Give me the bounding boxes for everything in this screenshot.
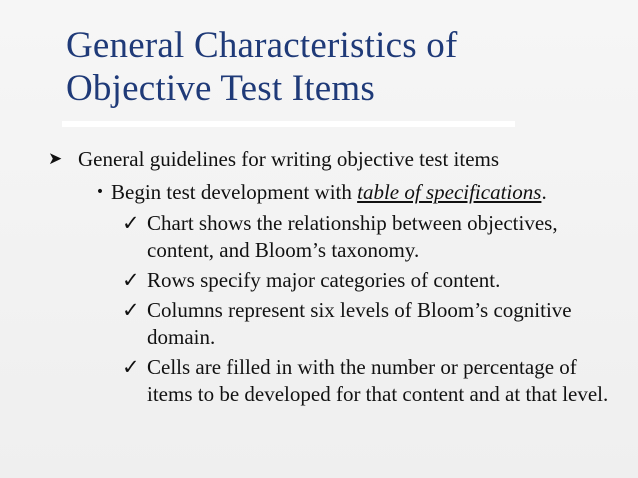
dot-bullet-icon: • <box>95 184 105 200</box>
check-item-text: Chart shows the relationship between objectives, content, and Bloom’s taxonomy. <box>147 211 558 262</box>
title-line-1: General Characteristics of <box>66 25 458 66</box>
period-text: . <box>541 180 547 204</box>
slide-title <box>66 24 526 110</box>
checkmark-icon: ✓ <box>122 298 140 322</box>
check-item-text: Cells are filled in with the number or percentage of items to be developed for that content and at that level. <box>147 355 609 406</box>
check-item <box>122 354 622 408</box>
bullet-level-1 <box>48 146 598 173</box>
begin-text: Begin test development with <box>111 180 358 204</box>
bullet-text-general-guidelines: General guidelines for writing objective test items <box>78 147 500 171</box>
checkmark-icon: ✓ <box>122 355 140 379</box>
check-item <box>122 210 622 264</box>
arrow-bullet-icon: ➤ <box>48 149 63 169</box>
check-item-text: Columns represent six levels of Bloom’s cognitive domain. <box>147 298 572 349</box>
checkmark-icon: ✓ <box>122 211 140 235</box>
check-item <box>122 297 622 351</box>
checkmark-icon: ✓ <box>122 268 140 292</box>
check-item-text: Rows specify major categories of content. <box>147 268 501 292</box>
bullet-text-begin-development <box>111 179 631 206</box>
title-underline <box>62 121 515 127</box>
bullet-level-2 <box>89 179 631 206</box>
check-list <box>122 210 622 411</box>
title-line-2: Objective Test Items <box>66 68 375 109</box>
check-item <box>122 267 622 294</box>
table-of-specifications-emphasis: table of specifications <box>357 180 542 204</box>
